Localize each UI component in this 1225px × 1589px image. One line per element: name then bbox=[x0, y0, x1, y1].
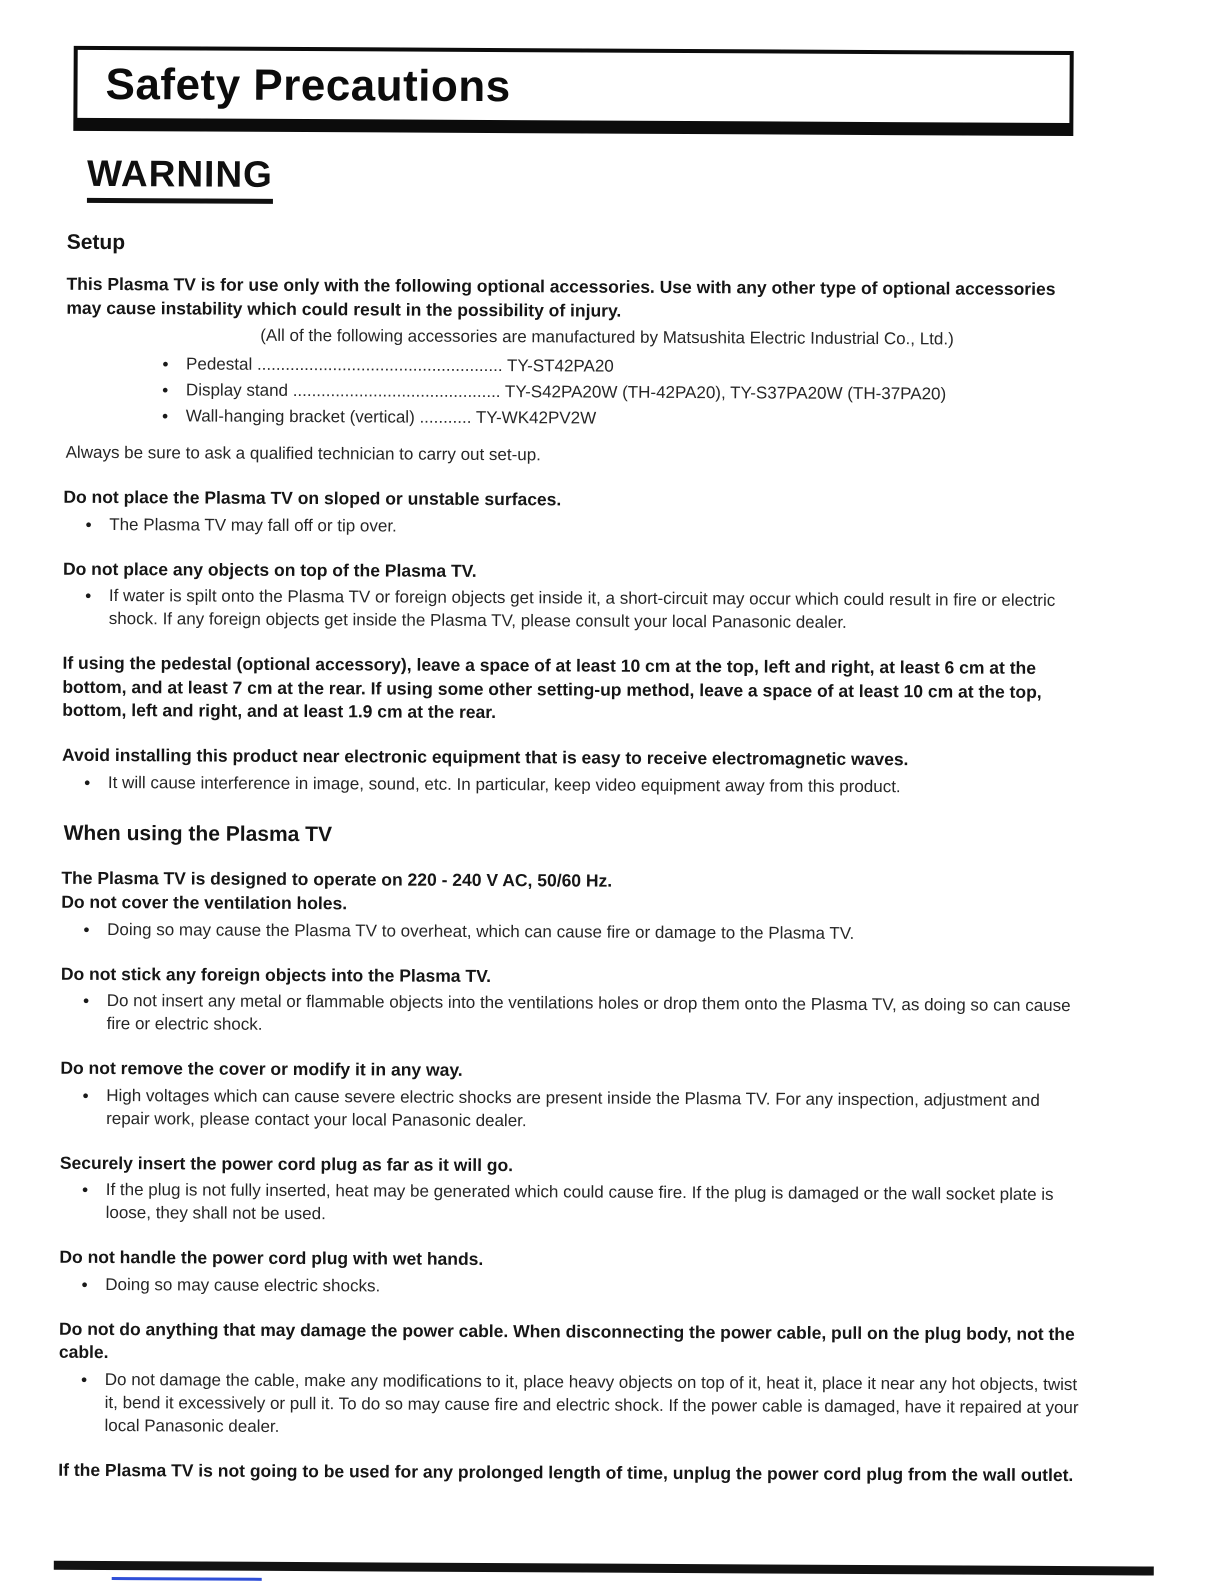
warning-block-wet-hands bbox=[55, 1246, 1080, 1302]
manufacturer-note: (All of the following accessories are manufactured by Matsushita Electric Industrial Co., Ltd.) bbox=[260, 326, 954, 349]
warning-block-power-cable bbox=[54, 1317, 1080, 1442]
warning-block-heading: Do not do anything that may damage the power cable. When disconnecting the power cable, pull on the plug body, not the cable. bbox=[58, 1318, 1075, 1363]
warning-block-heading: Do not cover the ventilation holes. bbox=[61, 891, 348, 914]
usage-section-heading: When using the Plasma TV bbox=[63, 822, 333, 847]
bullet-item: ● The Plasma TV may fall off or tip over. bbox=[83, 513, 1084, 541]
warning-block-heading: The Plasma TV is designed to operate on 220 - 240 V AC, 50/60 Hz. bbox=[61, 868, 613, 892]
warning-block-heading: If using the pedestal (optional accessory), leave a space of at least 10 cm at the top, left and right, at least 6 cm at the bottom, and at least 7 cm at the rear. If using some other setting-up method, leave a space of at least 10 cm at the top, bottom, left and right, and at least 1.9 cm at the rear. bbox=[62, 652, 1042, 723]
warning-block-heading: Securely insert the power cord plug as far as it will go. bbox=[59, 1152, 514, 1175]
warning-block-heading: Do not place the Plasma TV on sloped or unstable surfaces. bbox=[63, 486, 562, 510]
warning-block-heading: Do not handle the power cord plug with wet hands. bbox=[59, 1246, 484, 1270]
usage-section bbox=[54, 822, 1082, 1487]
setup-section bbox=[58, 231, 1086, 800]
warning-block-heading: Avoid installing this product near electronic equipment that is easy to receive electromagnetic waves. bbox=[61, 744, 909, 770]
accessory-item-wall-bracket: ● Wall-hanging bracket (vertical) ........... TY-WK42PV2W bbox=[160, 405, 1085, 433]
page-title-box bbox=[73, 46, 1073, 136]
bullet-list bbox=[59, 585, 1084, 636]
accessory-list bbox=[60, 353, 1085, 433]
warning-block-foreign-objects bbox=[57, 962, 1082, 1041]
page-title: Safety Precautions bbox=[105, 59, 511, 112]
warning-block-electromagnetic bbox=[58, 744, 1083, 800]
warning-heading: WARNING bbox=[87, 153, 273, 204]
setup-intro: This Plasma TV is for use only with the following optional accessories. Use with any other type of optional accessories may cause instability which could result in the possibility of injury. bbox=[66, 273, 1056, 321]
bullet-list bbox=[55, 1273, 1080, 1301]
warning-block-pedestal-spacing bbox=[58, 652, 1083, 728]
warning-block-sloped-surfaces bbox=[59, 486, 1084, 542]
bullet-item: ● Do not damage the cable, make any modifications to it, place heavy objects on top of it, heat it, place it near any hot objects, twist it, bend it excessively or pull it. To do so may cause fire and electric shock. If the power cable is damaged, have it repaired at your local Panasonic dealer. bbox=[78, 1369, 1079, 1443]
accessory-item-display-stand: ● Display stand ............................................ TY-S42PA20W (TH-42PA20), TY-S37PA20W (TH-37PA20) bbox=[160, 379, 1085, 407]
accessory-item-pedestal: ● Pedestal .................................................... TY-ST42PA20 bbox=[160, 353, 1085, 381]
bullet-item: ● If water is spilt onto the Plasma TV or foreign objects get inside it, a short-circuit may occur which could result in fire or electric shock. If any foreign objects get inside the Plasma TV, please consult your local Panasonic dealer. bbox=[83, 585, 1084, 636]
warning-block-heading: Do not stick any foreign objects into the Plasma TV. bbox=[60, 963, 492, 986]
bullet-list bbox=[56, 1179, 1081, 1230]
bullet-item: ● If the plug is not fully inserted, heat may be generated which could cause fire. If the plug is damaged or the wall socket plate is loose, they shall not be used. bbox=[80, 1179, 1081, 1230]
bullet-item: ● Do not insert any metal or flammable objects into the ventilations holes or drop them onto the Plasma TV, as doing so can cause fire or electric shock. bbox=[81, 990, 1082, 1041]
setup-section-heading: Setup bbox=[66, 230, 126, 255]
bullet-list bbox=[56, 1084, 1081, 1135]
warning-block-insert-plug bbox=[56, 1151, 1081, 1230]
warning-block-heading: Do not place any objects on top of the Plasma TV. bbox=[62, 558, 477, 581]
bullet-item: ● Doing so may cause electric shocks. bbox=[79, 1274, 1080, 1302]
bullet-item: ● It will cause interference in image, sound, etc. In particular, keep video equipment away from this product. bbox=[82, 771, 1083, 799]
warning-block-heading: Do not remove the cover or modify it in any way. bbox=[60, 1057, 463, 1080]
bullet-item: ● Doing so may cause the Plasma TV to overheat, which can cause fire or damage to the Plasma TV. bbox=[81, 919, 1082, 947]
bullet-list bbox=[58, 771, 1083, 799]
bullet-list bbox=[59, 513, 1084, 541]
bullet-list bbox=[54, 1369, 1079, 1443]
warning-block-prolonged-unuse bbox=[54, 1458, 1079, 1487]
warning-block-heading: If the Plasma TV is not going to be used for any prolonged length of time, unplug the power cord plug from the wall outlet. bbox=[58, 1459, 1074, 1485]
bullet-list bbox=[57, 918, 1082, 946]
bullet-item: ● High voltages which can cause severe electric shocks are present inside the Plasma TV. For any inspection, adjustment and repair work, please contact your local Panasonic dealer. bbox=[80, 1085, 1081, 1136]
technician-note: Always be sure to ask a qualified technician to carry out set-up. bbox=[65, 442, 541, 465]
warning-block-remove-cover bbox=[56, 1057, 1081, 1136]
warning-block-ventilation bbox=[57, 867, 1082, 947]
bullet-list bbox=[57, 990, 1082, 1041]
warning-block-objects-on-top bbox=[59, 557, 1084, 636]
footer-rule bbox=[54, 1561, 1154, 1576]
footer-blue-mark bbox=[112, 1577, 262, 1581]
